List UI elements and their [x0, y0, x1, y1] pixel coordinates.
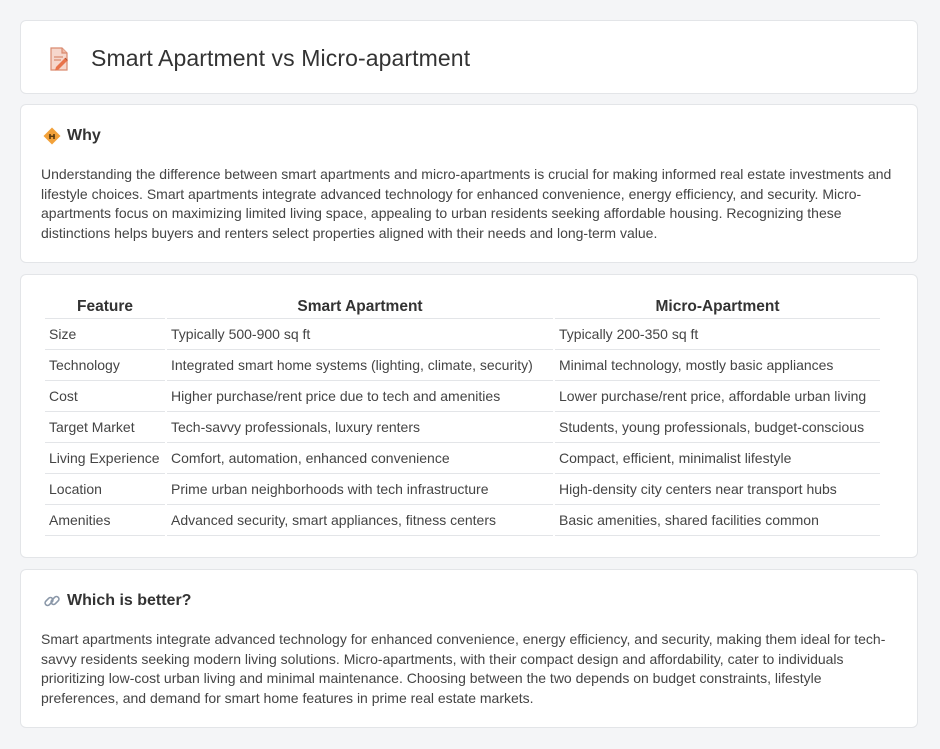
title-card — [20, 20, 918, 94]
smart-cell: Tech-savvy professionals, luxury renters — [167, 412, 553, 443]
smart-cell: Higher purchase/rent price due to tech and amenities — [167, 381, 553, 412]
diamond-warning-icon — [43, 127, 61, 145]
why-heading: Why — [67, 127, 101, 144]
feature-cell: Size — [45, 319, 165, 350]
feature-cell: Cost — [45, 381, 165, 412]
better-text: Smart apartments integrate advanced technology for enhanced convenience, energy efficiency, and security, making them ideal for tech-savvy residents seeking modern living solutions. Micro-apartments, with their compact design and affordability, cater to individuals prioritizing low-cost urban living and minimal maintenance. Choosing between the two depends on budget constraints, lifestyle preferences, and demand for smart home features in prime real estate markets. — [41, 631, 886, 706]
better-heading-row — [43, 592, 191, 610]
why-heading-row — [43, 127, 101, 145]
table-row — [45, 474, 880, 505]
smart-cell: Comfort, automation, enhanced convenience — [167, 443, 553, 474]
smart-cell: Typically 500-900 sq ft — [167, 319, 553, 350]
smart-cell: Integrated smart home systems (lighting, climate, security) — [167, 350, 553, 381]
feature-cell: Target Market — [45, 412, 165, 443]
why-text: Understanding the difference between smart apartments and micro-apartments is crucial for making informed real estate investments and lifestyle choices. Smart apartments integrate advanced technology for enhanced convenience, energy efficiency, and security. Micro-apartments focus on maximizing limited living space, appealing to urban residents seeking affordable housing. Recognizing these distinctions helps buyers and renters select properties aligned with their needs and long-term value. — [41, 166, 892, 241]
micro-cell: Students, young professionals, budget-conscious — [555, 412, 880, 443]
smart-cell: Prime urban neighborhoods with tech infrastructure — [167, 474, 553, 505]
link-icon — [43, 592, 61, 610]
header-feature: Feature — [45, 296, 165, 319]
which-is-better-section — [20, 569, 918, 728]
table-row — [45, 319, 880, 350]
title-row — [47, 45, 470, 72]
table-header-row — [45, 296, 880, 319]
table-row — [45, 443, 880, 474]
why-section — [20, 104, 918, 263]
smart-cell: Advanced security, smart appliances, fitness centers — [167, 505, 553, 536]
header-micro-apartment: Micro-Apartment — [555, 296, 880, 319]
header-smart-apartment: Smart Apartment — [167, 296, 553, 319]
micro-cell: Compact, efficient, minimalist lifestyle — [555, 443, 880, 474]
micro-cell: Typically 200-350 sq ft — [555, 319, 880, 350]
micro-cell: Basic amenities, shared facilities common — [555, 505, 880, 536]
feature-cell: Location — [45, 474, 165, 505]
feature-cell: Technology — [45, 350, 165, 381]
better-heading: Which is better? — [67, 592, 192, 609]
table-row — [45, 350, 880, 381]
table-row — [45, 505, 880, 536]
micro-cell: Minimal technology, mostly basic appliances — [555, 350, 880, 381]
feature-cell: Living Experience — [45, 443, 165, 474]
comparison-section — [20, 274, 918, 558]
page-title: Smart Apartment vs Micro-apartment — [91, 45, 471, 71]
feature-cell: Amenities — [45, 505, 165, 536]
micro-cell: High-density city centers near transport hubs — [555, 474, 880, 505]
table-row — [45, 381, 880, 412]
micro-cell: Lower purchase/rent price, affordable urban living — [555, 381, 880, 412]
table-row — [45, 412, 880, 443]
document-edit-icon — [47, 46, 71, 72]
comparison-table — [43, 296, 882, 536]
